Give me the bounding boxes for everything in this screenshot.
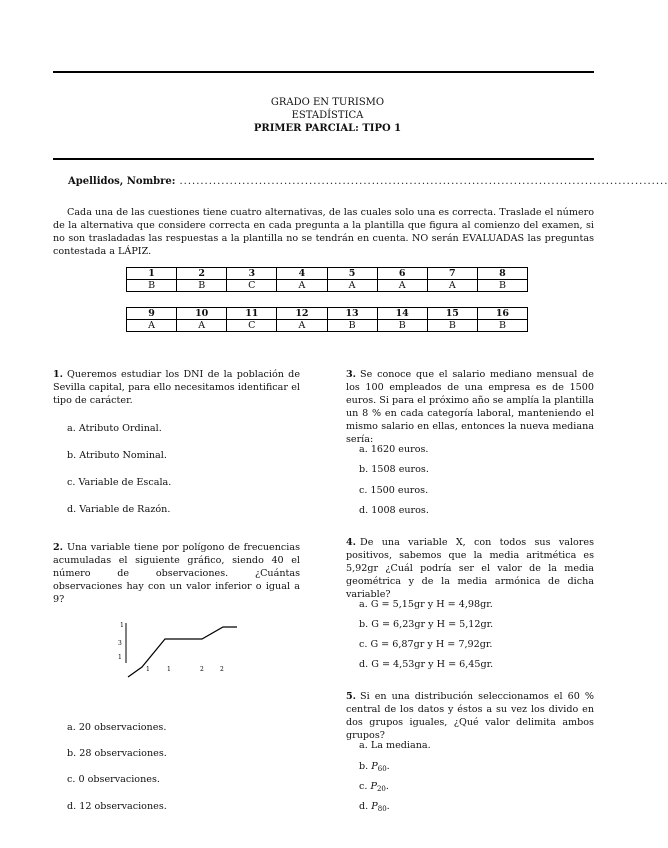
question-4: [346, 536, 594, 601]
answer-num: 8: [477, 268, 527, 280]
q5-option-d-prefix: d.: [359, 801, 369, 812]
answer-table-2-answers: [127, 320, 528, 332]
answer-num: 16: [477, 308, 527, 320]
answer-num: 5: [327, 268, 377, 280]
q3-option-c[interactable]: c. 1500 euros.: [359, 485, 429, 496]
q5-option-d[interactable]: d. $P_{80}$.: [359, 801, 390, 813]
answer-cell: B: [127, 280, 177, 292]
y-tick-label: 3: [118, 640, 122, 647]
q5-option-d-sub: 80: [377, 805, 387, 813]
answer-num: 9: [127, 308, 177, 320]
answer-cell: B: [477, 280, 527, 292]
question-2-number: 2.: [53, 542, 64, 553]
q4-option-d[interactable]: d. G = 4,53gr y H = 6,45gr.: [359, 659, 494, 670]
answer-cell: C: [227, 280, 277, 292]
q1-option-c[interactable]: c. Variable de Escala.: [67, 477, 172, 488]
answer-cell: A: [427, 280, 477, 292]
frequency-polygon-chart: [112, 615, 252, 675]
answer-num: 10: [177, 308, 227, 320]
header-bottom-rule: [53, 158, 594, 160]
question-5: [346, 690, 594, 742]
answer-num: 12: [277, 308, 327, 320]
instructions: Cada una de las cuestiones tiene cuatro alternativas, de las cuales solo una es correcta. Traslade el número de la alternativa que considere correcta en cada pregunta a la plantilla que figura al comienzo del examen, si no son trasladadas las respuestas a la plantilla no se tendrán en cuenta. NO serán EVALUADAS las preguntas contestada a LÁPIZ.: [53, 207, 594, 257]
answer-cell: B: [477, 320, 527, 332]
answer-cell: A: [277, 280, 327, 292]
exam-header: [0, 96, 655, 135]
x-tick-label: 2: [200, 666, 204, 673]
answer-num: 6: [377, 268, 427, 280]
answer-cell: A: [327, 280, 377, 292]
q3-option-b[interactable]: b. 1508 euros.: [359, 464, 429, 475]
answer-cell: A: [377, 280, 427, 292]
name-field-dots: .....................................................................................................................: [179, 176, 668, 187]
x-tick-label: 2: [220, 666, 224, 673]
answer-cell: A: [177, 320, 227, 332]
q2-option-a[interactable]: a. 20 observaciones.: [67, 722, 167, 733]
question-1-number: 1.: [53, 369, 64, 380]
y-tick-label: 1: [118, 654, 122, 661]
q2-option-b[interactable]: b. 28 observaciones.: [67, 748, 167, 759]
q1-option-d[interactable]: d. Variable de Razón.: [67, 504, 171, 515]
q5-option-c[interactable]: c. $P_{20}$.: [359, 781, 389, 793]
answer-cell: B: [427, 320, 477, 332]
question-1-text: Queremos estudiar los DNI de la población de Sevilla capital, para ello necesitamos identificar el tipo de carácter.: [53, 369, 300, 406]
q4-option-a[interactable]: a. G = 5,15gr y H = 4,98gr.: [359, 599, 493, 610]
answer-cell: B: [177, 280, 227, 292]
name-field[interactable]: [68, 176, 668, 187]
answer-table-2-numbers: [127, 308, 528, 320]
answer-table-1: [126, 267, 528, 292]
q3-option-d[interactable]: d. 1008 euros.: [359, 505, 429, 516]
q5-option-b[interactable]: b. $P_{60}$.: [359, 761, 390, 773]
header-subject: ESTADÍSTICA: [291, 110, 364, 121]
answer-num: 3: [227, 268, 277, 280]
q1-option-b[interactable]: b. Atributo Nominal.: [67, 450, 167, 461]
answer-num: 14: [377, 308, 427, 320]
q4-option-c[interactable]: c. G = 6,87gr y H = 7,92gr.: [359, 639, 493, 650]
question-4-text: De una variable X, con todos sus valores positivos, sabemos que la media aritmética es 5,92gr ¿Cuál podría ser el valor de la media geométrica y de la media armónica de dicha variable?: [346, 537, 594, 600]
q5-option-b-prefix: b.: [359, 761, 369, 772]
x-tick-label: 1: [146, 666, 150, 673]
answer-num: 1: [127, 268, 177, 280]
q5-option-c-prefix: c.: [359, 781, 368, 792]
answer-cell: B: [327, 320, 377, 332]
q4-option-b[interactable]: b. G = 6,23gr y H = 5,12gr.: [359, 619, 494, 630]
question-4-number: 4.: [346, 537, 357, 548]
y-tick-label: 1: [120, 622, 124, 629]
question-2-text: Una variable tiene por polígono de frecuencias acumuladas el siguiente gráfico, siendo 40 el número de observaciones. ¿Cuántas observaciones hay con un valor inferior o igual a 9?: [53, 542, 300, 605]
answer-cell: A: [277, 320, 327, 332]
q3-option-a[interactable]: a. 1620 euros.: [359, 444, 429, 455]
answer-num: 2: [177, 268, 227, 280]
answer-table-2: [126, 307, 528, 332]
name-field-label: Apellidos, Nombre:: [68, 176, 176, 187]
q5-option-b-sub: 60: [377, 765, 387, 773]
top-rule: [53, 71, 594, 73]
answer-num: 15: [427, 308, 477, 320]
q2-option-c[interactable]: c. 0 observaciones.: [67, 774, 160, 785]
header-exam-type: PRIMER PARCIAL: TIPO 1: [253, 123, 402, 134]
question-3-text: Se conoce que el salario mediano mensual de los 100 empleados de una empresa es de 1500 euros. Si para el próximo año se amplía la plantilla un 8 % en cada categoría laboral, manteniendo el mismo salario en ellas, entonces la nueva mediana sería:: [346, 369, 594, 445]
answer-cell: A: [127, 320, 177, 332]
x-tick-label: 1: [167, 666, 171, 673]
question-1: [53, 368, 300, 407]
q5-option-c-sub: 20: [376, 785, 386, 793]
q5-option-a-text: La mediana.: [370, 740, 431, 751]
answer-num: 13: [327, 308, 377, 320]
q5-option-a-prefix: a.: [359, 740, 368, 751]
question-2: [53, 541, 300, 606]
question-5-text: Si en una distribución seleccionamos el 60 % central de los datos y éstos a su vez los divido en dos grupos iguales, ¿Qué valor delimita ambos grupos?: [346, 691, 594, 741]
answer-cell: B: [377, 320, 427, 332]
q1-option-a[interactable]: a. Atributo Ordinal.: [67, 423, 162, 434]
q5-option-a[interactable]: [359, 740, 431, 751]
answer-table-1-answers: [127, 280, 528, 292]
question-3-number: 3.: [346, 369, 357, 380]
answer-num: 7: [427, 268, 477, 280]
answer-table-1-numbers: [127, 268, 528, 280]
answer-num: 11: [227, 308, 277, 320]
question-5-number: 5.: [346, 691, 357, 702]
answer-cell: C: [227, 320, 277, 332]
question-3: [346, 368, 594, 446]
q2-option-d[interactable]: d. 12 observaciones.: [67, 801, 167, 812]
header-degree: GRADO EN TURISMO: [270, 97, 385, 108]
answer-num: 4: [277, 268, 327, 280]
